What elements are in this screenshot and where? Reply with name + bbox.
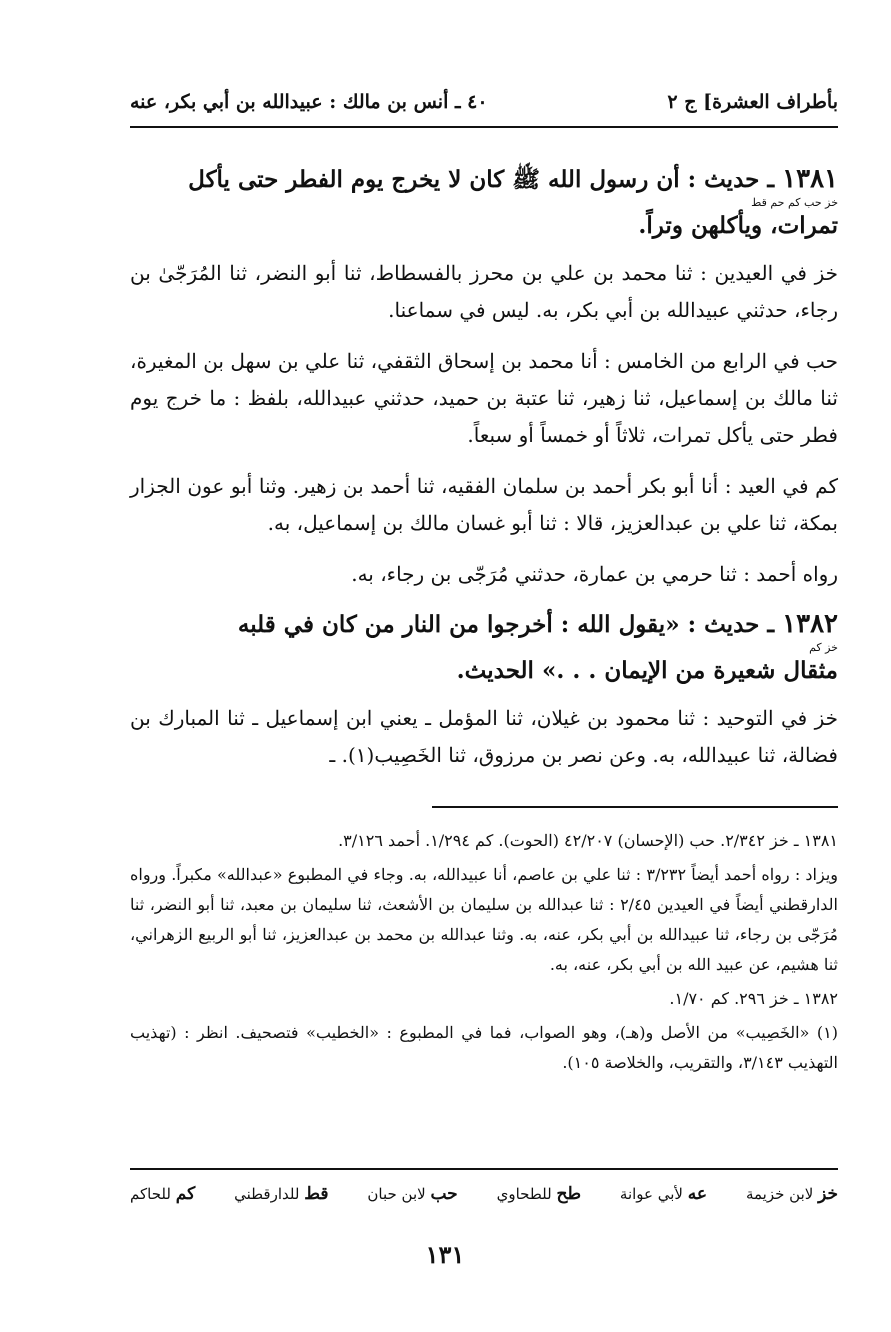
footnote: ١٣٨٢ ـ خز ٢٩٦. كم ١/٧٠. xyxy=(669,989,838,1008)
legend-item xyxy=(234,1184,328,1204)
source-paragraph: رواه أحمد : ثنا حرمي بن عمارة، حدثني مُرَجّى بن رجاء، به. xyxy=(351,562,838,586)
legend-key: طح xyxy=(556,1184,581,1204)
source-paragraph: كم في العيد : أنا أبو بكر أحمد بن سلمان الفقيه، ثنا أحمد بن زهير. وثنا أبو عون الجزار بمكة، ثنا علي بن عبدالعزيز، قالا : ثنا أبو غسان مالك بن إسماعيل، به. xyxy=(130,474,838,535)
page-number: ١٣١ xyxy=(425,1240,465,1269)
hadith-heading xyxy=(130,162,838,197)
hadith-entry-1381 xyxy=(130,162,838,243)
legend-item xyxy=(497,1184,581,1204)
legend-desc: للدارقطني xyxy=(234,1185,300,1203)
hadith-sigla: خز حب كم حم قط xyxy=(751,196,838,209)
legend-key: كم xyxy=(175,1184,196,1204)
legend-item xyxy=(746,1184,838,1204)
footnote: (١) «الخَصِيب» من الأصل و(هـ)، وهو الصواب، فما في المطبوع : «الخطيب» فتصحيف. انظر : (تهذيب التهذيب ٣/١٤٣، والتقريب، والخلاصة ١٠٥). xyxy=(130,1023,838,1072)
hadith-entry-1382 xyxy=(130,607,838,688)
footnote-divider xyxy=(432,806,838,808)
source-paragraph: خز في التوحيد : ثنا محمود بن غيلان، ثنا المؤمل ـ يعني ابن إسماعيل ـ ثنا المبارك بن فضالة، ثنا عبيدالله، به. وعن نصر بن مرزوق، ثنا الخَصِيب(١). ـ xyxy=(130,706,838,767)
footnote: ١٣٨١ ـ خز ٢/٣٤٢. حب (الإحسان) ٤٢/٢٠٧ (الحوت). كم ١/٢٩٤. أحمد ٣/١٢٦. xyxy=(338,831,838,850)
hadith-text: ـ حديث : أن رسول الله ﷺ كان لا يخرج يوم الفطر حتى يأكل xyxy=(188,166,775,193)
hadith-number: ١٣٨١ xyxy=(782,164,838,194)
legend-key: عه xyxy=(687,1184,708,1204)
hadith-text: ـ حديث : «يقول الله : أخرجوا من النار من كان في قلبه xyxy=(237,611,775,638)
main-text xyxy=(130,162,838,788)
source-paragraph: خز في العيدين : ثنا محمد بن علي بن محرز بالفسطاط، ثنا أبو النضر، ثنا المُرَجّىٰ بن رجاء، حدثني عبيدالله بن أبي بكر، به. ليس في سماعنا. xyxy=(130,261,838,322)
legend-desc: لأبي عوانة xyxy=(619,1185,683,1203)
legend-desc: لابن خزيمة xyxy=(745,1185,814,1203)
header-volume-title: بأطراف العشرة] ج ٢ xyxy=(667,91,838,113)
legend-desc: لابن حبان xyxy=(367,1185,426,1203)
hadith-heading xyxy=(130,607,838,642)
source-paragraph: حب في الرابع من الخامس : أنا محمد بن إسحاق الثقفي، ثنا علي بن سهل بن المغيرة، ثنا مالك بن إسماعيل، ثنا زهير، ثنا عتبة بن حميد، حدثني عبيدالله، بلفظ : ما خرج يوم فطر حتى يأكل تمرات، ثلاثاً أو خمساً أو سبعاً. xyxy=(129,349,838,447)
running-header xyxy=(130,82,838,122)
legend-key: خز xyxy=(818,1184,838,1204)
legend-item xyxy=(130,1184,195,1204)
hadith-sigla: خز كم xyxy=(809,641,838,654)
footnotes xyxy=(130,826,838,1082)
legend-item xyxy=(620,1184,707,1204)
abbreviation-legend xyxy=(130,1184,838,1204)
legend-key: حب xyxy=(430,1184,458,1204)
footnote: ويزاد : رواه أحمد أيضاً ٣/٢٣٢ : ثنا علي بن عاصم، أنا عبيدالله، به. وجاء في المطبوع «عبدالله» مكبراً. ورواه الدارقطني أيضاً في العيدين ٢/٤٥ : ثنا عبدالله بن سليمان بن الأشعث، ثنا سليمان بن معبد، ثنا أبو النضر، ثنا مُرَجّى بن رجاء، ثنا عبيدالله بن أبي بكر، عنه، به. وثنا عبدالله بن محمد بن عبدالعزيز، ثنا أبو الربيع الزهراني، ثنا هشيم، عن عبيد الله بن أبي بكر، عنه، به. xyxy=(130,865,839,974)
legend-desc: للطحاوي xyxy=(496,1185,552,1203)
legend-item xyxy=(367,1184,457,1204)
hadith-text-continued: مثقال شعيرة من الإيمان . . .» الحديث. xyxy=(456,657,838,684)
legend-key: قط xyxy=(304,1184,329,1204)
hadith-number: ١٣٨٢ xyxy=(782,609,838,639)
hadith-text-continued: تمرات، ويأكلهن وتراً. xyxy=(638,212,838,239)
header-chapter-title: ٤٠ ـ أنس بن مالك : عبيدالله بن أبي بكر، عنه xyxy=(130,91,488,113)
legend-desc: للحاكم xyxy=(130,1185,171,1203)
header-divider xyxy=(130,126,838,128)
legend-divider xyxy=(130,1168,838,1170)
